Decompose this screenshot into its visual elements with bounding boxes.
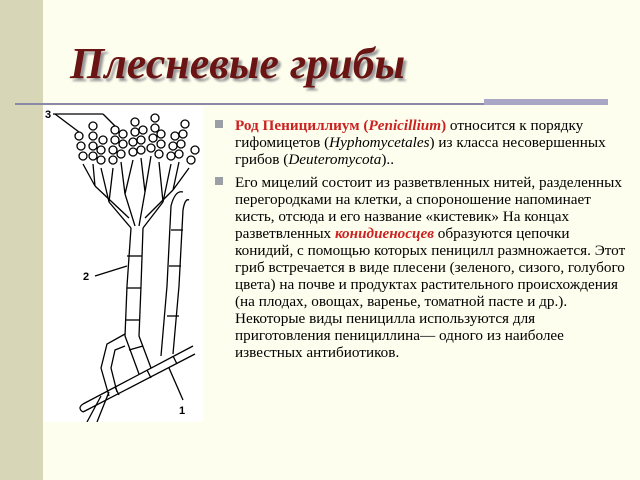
genus-close: ) xyxy=(441,117,447,134)
title-accent-bar xyxy=(484,99,608,105)
genus-name: Род Пенициллиум ( xyxy=(235,117,369,134)
text-span: ) из класса несовершенных грибов ( xyxy=(235,134,606,168)
bullet-item-1 xyxy=(215,117,630,168)
bullet-item-2 xyxy=(215,174,630,361)
bullet-2-text xyxy=(235,174,625,361)
conidiophore-term: конидиеносцев xyxy=(334,225,434,242)
text-span: Его мицелий состоит из разветвленных нитей, разделенных перегородками на клетки, а спороношение напоминает кисть, отсюда и его название «кистевик» На концах разветвленных xyxy=(235,174,622,242)
text-span: ).. xyxy=(381,151,395,168)
penicillium-drawing xyxy=(43,106,203,422)
order-latin: Hyphomycetales xyxy=(329,134,430,151)
slide-title: Плесневые грибы xyxy=(70,39,406,88)
figure-label-1: 1 xyxy=(179,405,186,417)
slide-content xyxy=(215,117,630,367)
figure-label-3: 3 xyxy=(45,109,52,121)
penicillium-illustration xyxy=(43,106,203,422)
left-decor-band xyxy=(0,0,43,480)
bullet-marker xyxy=(215,120,223,128)
class-latin: Deuteromycota xyxy=(288,151,382,168)
bullet-1-text xyxy=(235,117,606,168)
text-span: образуются цепочки конидий, с помощью которых пеницилл размножается. Этот гриб встречается в виде плесени (зеленого, сизого, голубого цвета) на почве и продуктах растительного происхождения (на плодах, овощах, варенье, томатной пасте и др.). Некоторые виды пеницилла используются для приготовления пенициллина— одного из наиболее известных антибиотиков. xyxy=(235,225,626,361)
genus-latin: Penicillium xyxy=(368,117,442,134)
text-span: относится к порядку гифомицетов ( xyxy=(235,117,584,151)
figure-label-2: 2 xyxy=(83,271,90,283)
bullet-marker xyxy=(215,177,223,185)
